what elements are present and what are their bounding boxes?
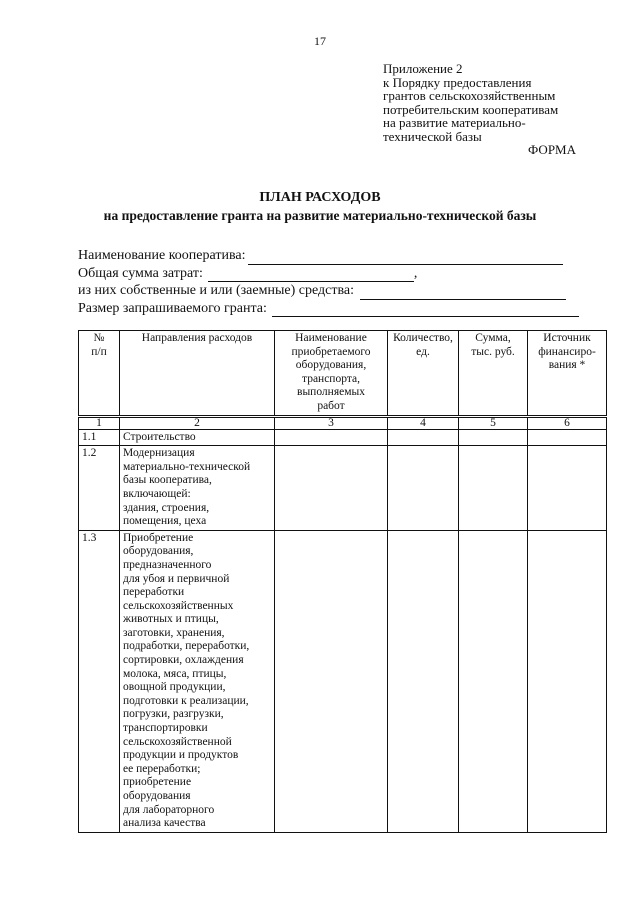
expense-table-wrap (78, 330, 607, 833)
form-label: ФОРМА (528, 142, 576, 157)
grant-amount-blank[interactable] (272, 303, 579, 317)
cooperative-name-blank[interactable] (248, 251, 563, 265)
total-cost-suffix: , (413, 265, 418, 281)
appendix-line: на развитие материально- (383, 115, 526, 130)
row-number: 1.2 (79, 446, 120, 531)
appendix-line: к Порядку предоставления (383, 74, 532, 90)
column-number: 6 (528, 416, 607, 429)
own-funds-field (78, 282, 579, 300)
row-direction: Приобретение оборудования, предназначенного для убоя и первичной переработки сельскохозяйственных животных и птицы, заготовки, хранения, подработки, переработки, сортировки, охлаждения молока, мяса, птицы, овощной продукции, подготовки к реализации, погрузки, разгрузки, транспортировки сельскохозяйственной продукции и продуктов ее переработки; приобретение оборудования для лабораторного анализа качества (120, 530, 275, 832)
total-cost-field (78, 265, 579, 283)
total-cost-blank[interactable] (208, 268, 414, 282)
table-row (79, 446, 607, 531)
header-sum: Сумма, тыс. руб. (459, 331, 528, 417)
header-item-name: Наименование приобретаемого оборудования, транспорта, выполняемых работ (275, 331, 388, 417)
row-direction: Модернизация материально-технической базы кооператива, включающей: здания, строения, помещения, цеха (120, 446, 275, 531)
own-funds-blank[interactable] (360, 286, 566, 300)
table-cell[interactable] (275, 530, 388, 832)
table-cell[interactable] (388, 429, 459, 446)
cooperative-name-field (78, 247, 579, 265)
table-cell[interactable] (275, 429, 388, 446)
appendix-note (383, 62, 558, 143)
table-cell[interactable] (528, 446, 607, 531)
column-number-row (79, 416, 607, 429)
grant-amount-label: Размер запрашиваемого гранта: (78, 300, 267, 316)
header-quantity: Количество, ед. (388, 331, 459, 417)
appendix-line: Приложение 2 (383, 61, 463, 76)
column-number: 5 (459, 416, 528, 429)
table-cell[interactable] (388, 530, 459, 832)
total-cost-label: Общая сумма затрат: (78, 265, 203, 281)
appendix-line: грантов сельскохозяйственным (383, 88, 556, 103)
row-number: 1.1 (79, 429, 120, 446)
form-fields (78, 247, 579, 317)
document-subtitle: на предоставление гранта на развитие материально-технической базы (103, 208, 537, 223)
table-cell[interactable] (459, 446, 528, 531)
table-cell[interactable] (388, 446, 459, 531)
table-row (79, 429, 607, 446)
appendix-line: технической базы (383, 128, 482, 144)
table-row (79, 530, 607, 832)
table-cell[interactable] (528, 530, 607, 832)
table-cell[interactable] (528, 429, 607, 446)
cooperative-name-label: Наименование кооператива: (78, 248, 246, 263)
table-cell[interactable] (459, 429, 528, 446)
column-number: 4 (388, 416, 459, 429)
grant-amount-field (78, 300, 579, 318)
own-funds-label: из них собственные и или (заемные) средства: (78, 283, 354, 298)
table-header-row (79, 331, 607, 417)
column-number: 1 (79, 416, 120, 429)
row-direction: Строительство (120, 429, 275, 446)
row-number: 1.3 (79, 530, 120, 832)
header-direction: Направления расходов (120, 331, 275, 417)
header-number: № п/п (79, 331, 120, 417)
page-number: 17 (314, 34, 326, 48)
table-cell[interactable] (275, 446, 388, 531)
column-number: 3 (275, 416, 388, 429)
column-number: 2 (120, 416, 275, 429)
header-source: Источник финансиро- вания * (528, 331, 607, 417)
appendix-line: потребительским кооперативам (383, 101, 559, 117)
document-title: ПЛАН РАСХОДОВ (259, 190, 381, 205)
expense-table (78, 330, 607, 833)
table-cell[interactable] (459, 530, 528, 832)
